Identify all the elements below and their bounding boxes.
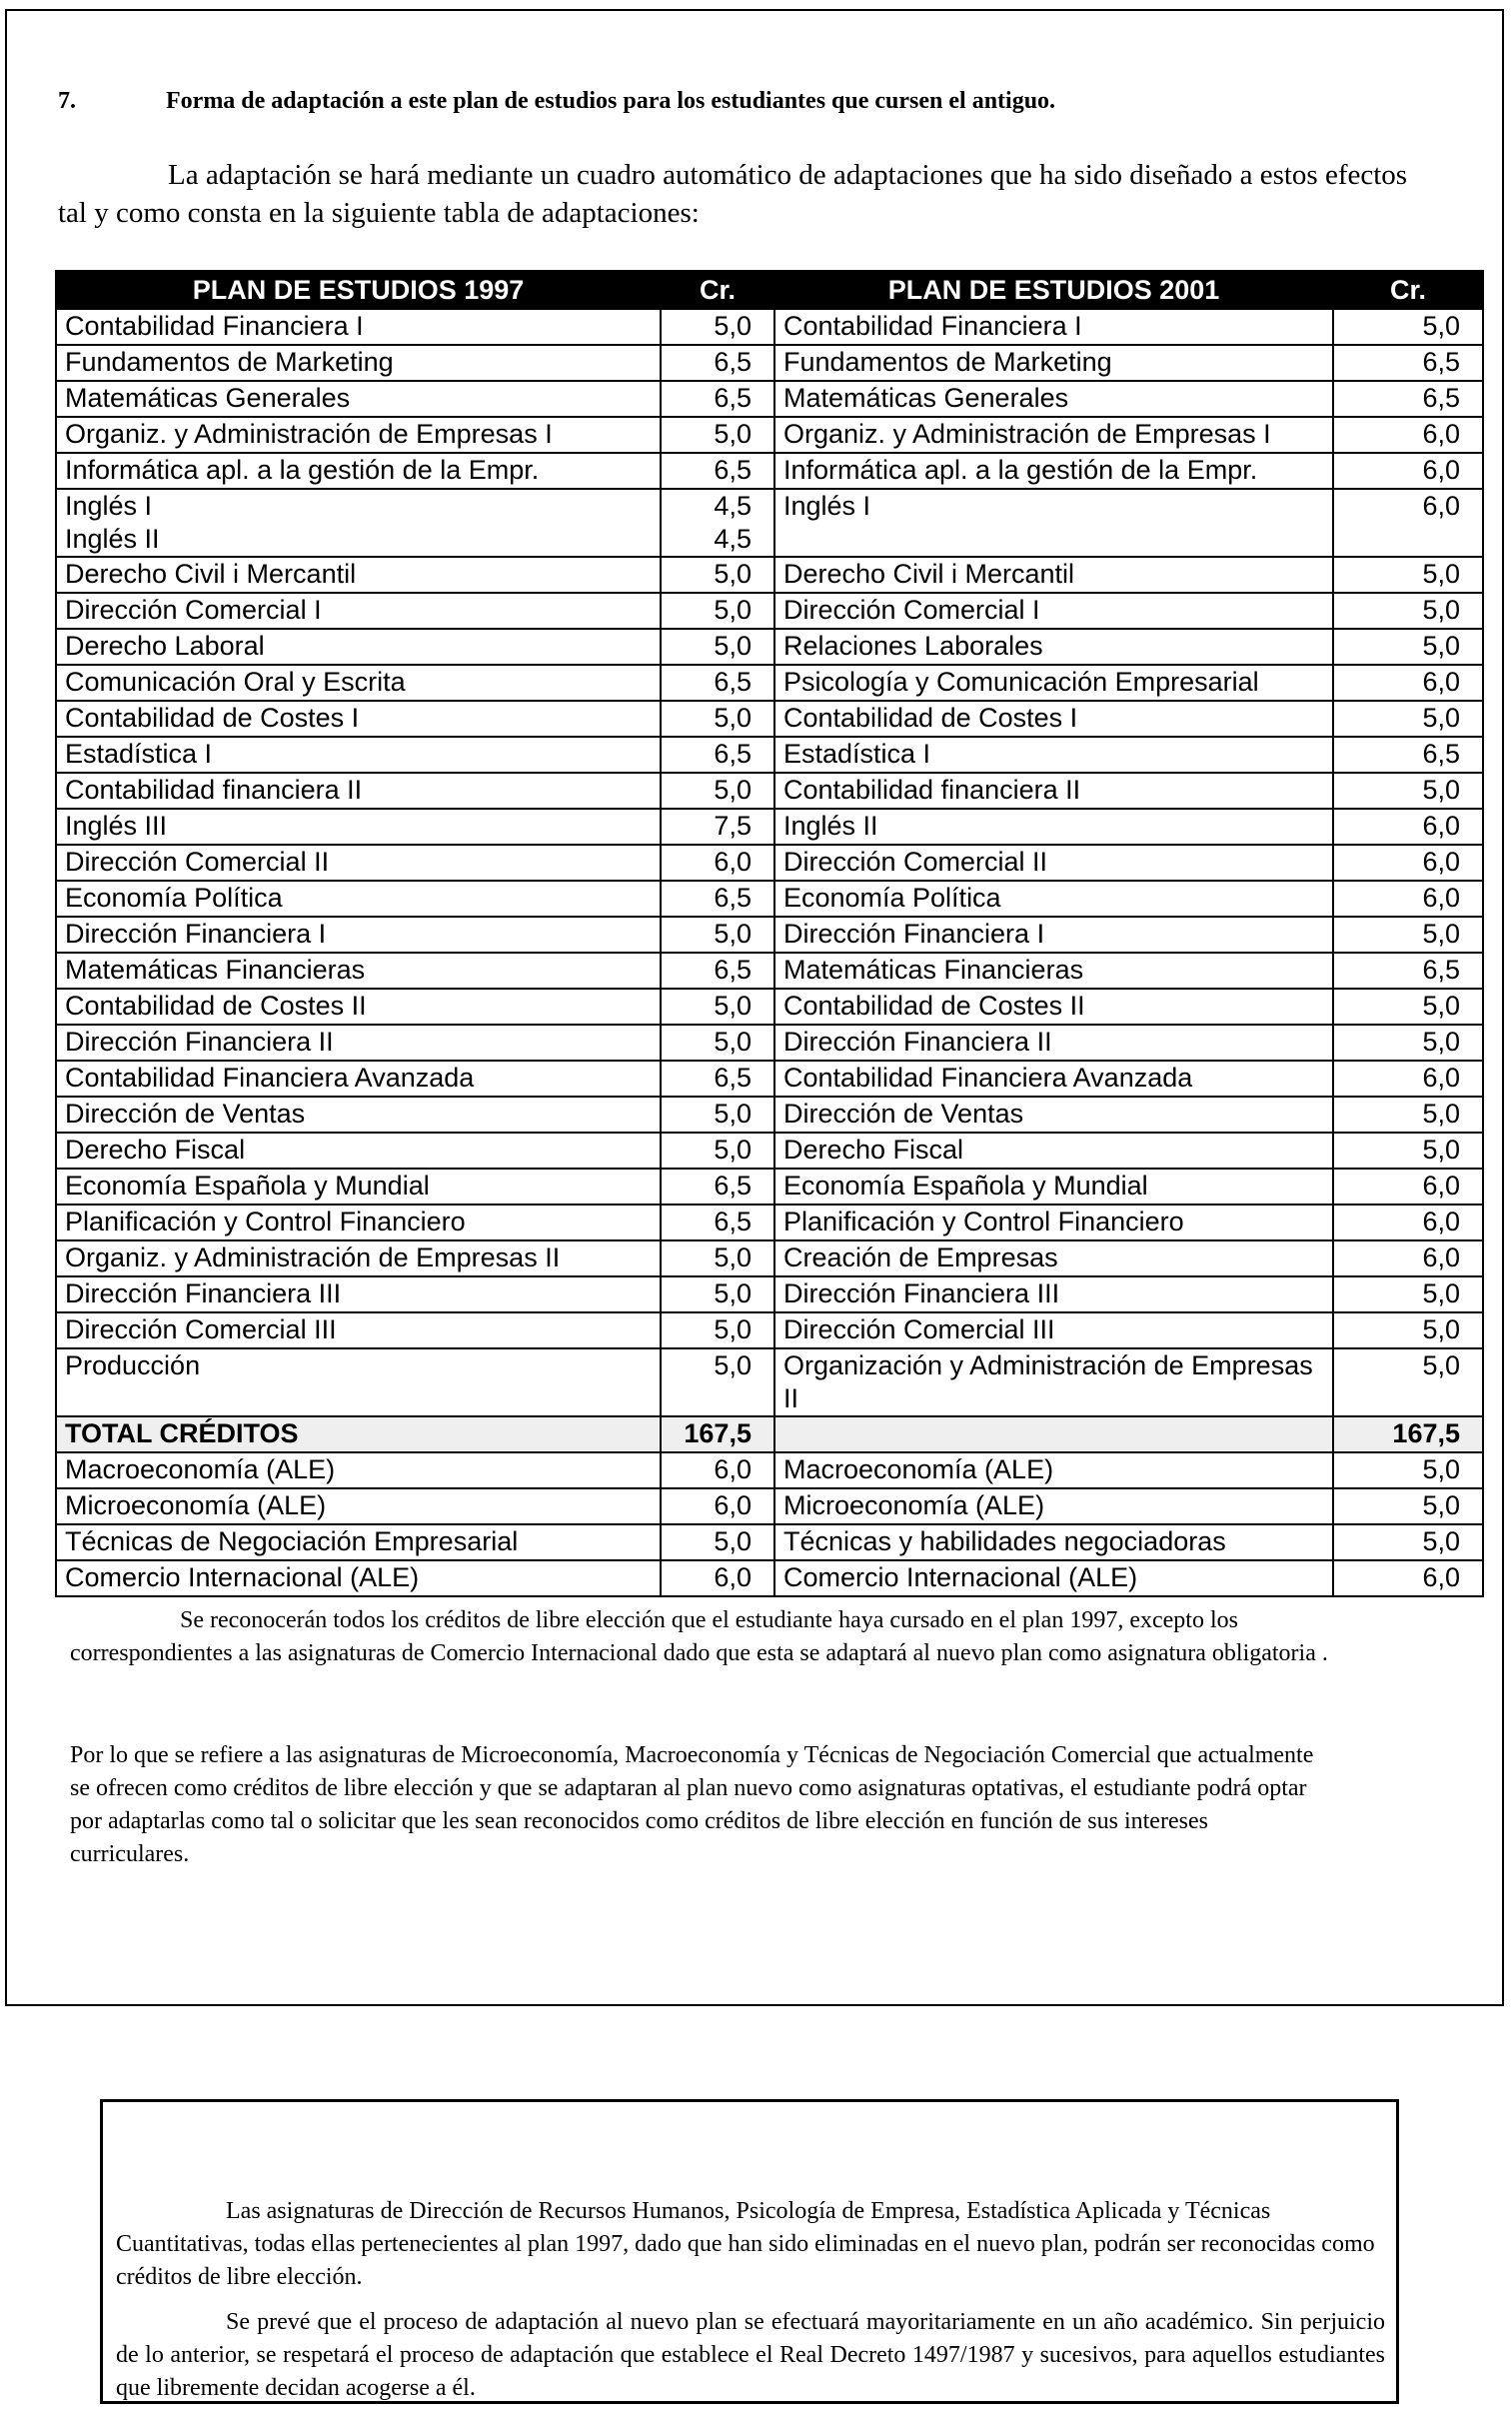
subject-1997: Matemáticas Financieras <box>56 953 661 989</box>
table-row <box>56 953 1483 989</box>
table-row <box>56 629 1483 665</box>
table-row <box>56 1488 1483 1524</box>
subject-2001: Contabilidad de Costes I <box>774 701 1333 737</box>
subject-2001: Contabilidad financiera II <box>774 773 1333 809</box>
table-row <box>56 557 1483 593</box>
table-row <box>56 1133 1483 1169</box>
table-row <box>56 1560 1483 1596</box>
subject-1997: Contabilidad Financiera Avanzada <box>56 1061 661 1097</box>
subject-1997: Dirección Comercial III <box>56 1312 661 1348</box>
subject-2001: Organiz. y Administración de Empresas I <box>774 417 1333 453</box>
credits-1997: 167,5 <box>661 1416 774 1452</box>
credits-1997: 7,5 <box>661 809 774 845</box>
subject-1997: Dirección de Ventas <box>56 1097 661 1133</box>
credits-1997: 5,0 <box>661 701 774 737</box>
subject-2001: Derecho Civil i Mercantil <box>774 557 1333 593</box>
subject-2001: Técnicas y habilidades negociadoras <box>774 1524 1333 1560</box>
table-row <box>56 845 1483 881</box>
subject-1997: Microeconomía (ALE) <box>56 1488 661 1524</box>
credits-2001: 5,0 <box>1333 1025 1483 1061</box>
table-row <box>56 809 1483 845</box>
table-row <box>56 1452 1483 1488</box>
subject-1997: Matemáticas Generales <box>56 381 661 417</box>
subject-1997: Técnicas de Negociación Empresarial <box>56 1524 661 1560</box>
subject-2001: Inglés I <box>774 489 1333 557</box>
credits-1997: 6,0 <box>661 1452 774 1488</box>
credits-1997: 6,5 <box>661 345 774 381</box>
table-row <box>56 309 1483 345</box>
subject-1997: Dirección Comercial II <box>56 845 661 881</box>
intro-paragraph: La adaptación se hará mediante un cuadro automático de adaptaciones que ha sido diseñado a estos efectos tal y como consta en la siguiente tabla de adaptaciones: <box>58 159 1408 229</box>
table-row <box>56 737 1483 773</box>
credits-2001: 6,0 <box>1333 1205 1483 1240</box>
subject-1997: Derecho Laboral <box>56 629 661 665</box>
section-heading <box>58 88 1055 115</box>
subject-2001: Dirección Financiera III <box>774 1276 1333 1312</box>
credits-2001: 6,0 <box>1333 845 1483 881</box>
credits-1997: 5,0 <box>661 989 774 1025</box>
credits-1997: 5,0 <box>661 629 774 665</box>
subject-2001: Dirección Comercial III <box>774 1312 1333 1348</box>
credits-1997: 6,5 <box>661 453 774 489</box>
subject-1997: Producción <box>56 1348 661 1416</box>
credits-1997: 6,0 <box>661 845 774 881</box>
table-row <box>56 453 1483 489</box>
credits-2001: 5,0 <box>1333 989 1483 1025</box>
section-title: Forma de adaptación a este plan de estudios para los estudiantes que cursen el antiguo. <box>166 88 1056 114</box>
table-row <box>56 917 1483 953</box>
subject-2001: Microeconomía (ALE) <box>774 1488 1333 1524</box>
table-row <box>56 1348 1483 1416</box>
subject-2001: Dirección de Ventas <box>774 1097 1333 1133</box>
credits-2001: 6,5 <box>1333 953 1483 989</box>
credits-1997: 5,0 <box>661 1240 774 1276</box>
section-number: 7. <box>58 88 76 114</box>
credits-2001: 6,0 <box>1333 1560 1483 1596</box>
credits-2001: 5,0 <box>1333 1133 1483 1169</box>
credits-1997: 5,0 <box>661 1097 774 1133</box>
header-plan-2001: PLAN DE ESTUDIOS 2001 <box>774 271 1333 309</box>
paragraph-optional-subjects: Por lo que se refiere a las asignaturas de Microeconomía, Macroeconomía y Técnicas de Negociación Comercial que actualmente se ofrecen como créditos de libre elección y que se adaptaran al plan nuevo como asignaturas optativas, el estudiante podrá optar por adaptarlas como tal o solicitar que les sean reconocidos como créditos de libre elección en función de sus intereses curriculares. <box>70 1742 1314 1867</box>
credits-1997: 5,0 <box>661 593 774 629</box>
subject-2001: Contabilidad Financiera I <box>774 309 1333 345</box>
subject-2001: Estadística I <box>774 737 1333 773</box>
table-row <box>56 701 1483 737</box>
subject-2001: Inglés II <box>774 809 1333 845</box>
subject-1997: Estadística I <box>56 737 661 773</box>
subject-1997: Inglés III <box>56 809 661 845</box>
subject-2001: Dirección Financiera I <box>774 917 1333 953</box>
credits-1997: 5,0 <box>661 1524 774 1560</box>
subject-1997: Macroeconomía (ALE) <box>56 1452 661 1488</box>
subject-1997: Derecho Fiscal <box>56 1133 661 1169</box>
subject-2001: Fundamentos de Marketing <box>774 345 1333 381</box>
adaptation-table <box>55 270 1484 1597</box>
subject-2001: Informática apl. a la gestión de la Empr. <box>774 453 1333 489</box>
credits-2001: 5,0 <box>1333 1348 1483 1416</box>
subject-1997: Dirección Financiera I <box>56 917 661 953</box>
credits-2001: 5,0 <box>1333 917 1483 953</box>
credits-2001: 5,0 <box>1333 593 1483 629</box>
credits-2001: 5,0 <box>1333 1276 1483 1312</box>
credits-1997: 6,5 <box>661 381 774 417</box>
total-row <box>56 1416 1483 1452</box>
table-row <box>56 381 1483 417</box>
credits-2001: 6,0 <box>1333 881 1483 917</box>
credits-2001: 5,0 <box>1333 1488 1483 1524</box>
subject-1997: Economía Española y Mundial <box>56 1169 661 1205</box>
note-eliminated-subjects: Las asignaturas de Dirección de Recursos Humanos, Psicología de Empresa, Estadística Aplicada y Técnicas Cuantitativas, todas ellas pertenecientes al plan 1997, dado que han sido eliminadas en el nuevo plan, podrán ser reconocidas como créditos de libre elección. <box>116 2198 1375 2290</box>
credits-2001: 6,0 <box>1333 1061 1483 1097</box>
subject-2001: Creación de Empresas <box>774 1240 1333 1276</box>
credits-2001: 6,0 <box>1333 489 1483 557</box>
table-row <box>56 1524 1483 1560</box>
credits-2001: 5,0 <box>1333 1097 1483 1133</box>
subject-1997: Contabilidad de Costes I <box>56 701 661 737</box>
table-row <box>56 1276 1483 1312</box>
table-row <box>56 773 1483 809</box>
table-row <box>56 989 1483 1025</box>
paragraph-free-credits: Se reconocerán todos los créditos de libre elección que el estudiante haya cursado en el plan 1997, excepto los correspondientes a las asignaturas de Comercio Internacional dado que esta se adaptará al nuevo plan como asignatura obligatoria . <box>70 1607 1328 1666</box>
subject-2001: Derecho Fiscal <box>774 1133 1333 1169</box>
table-row <box>56 345 1483 381</box>
table-row <box>56 1061 1483 1097</box>
credits-2001: 6,5 <box>1333 737 1483 773</box>
credits-1997: 6,5 <box>661 953 774 989</box>
credits-2001: 6,0 <box>1333 665 1483 701</box>
subject-2001: Comercio Internacional (ALE) <box>774 1560 1333 1596</box>
credits-2001: 5,0 <box>1333 701 1483 737</box>
credits-2001: 5,0 <box>1333 557 1483 593</box>
table-row <box>56 1025 1483 1061</box>
subject-1997: Inglés I Inglés II <box>56 489 661 557</box>
credits-2001: 5,0 <box>1333 309 1483 345</box>
credits-2001: 5,0 <box>1333 1524 1483 1560</box>
subject-2001 <box>774 1416 1333 1452</box>
table-row <box>56 881 1483 917</box>
credits-2001: 6,0 <box>1333 417 1483 453</box>
credits-2001: 167,5 <box>1333 1416 1483 1452</box>
subject-2001: Dirección Comercial I <box>774 593 1333 629</box>
header-plan-1997: PLAN DE ESTUDIOS 1997 <box>56 271 661 309</box>
credits-1997: 5,0 <box>661 309 774 345</box>
table-row <box>56 665 1483 701</box>
credits-1997: 5,0 <box>661 1312 774 1348</box>
credits-1997: 6,5 <box>661 665 774 701</box>
subject-1997: Planificación y Control Financiero <box>56 1205 661 1240</box>
subject-2001: Contabilidad Financiera Avanzada <box>774 1061 1333 1097</box>
subject-1997: TOTAL CRÉDITOS <box>56 1416 661 1452</box>
credits-1997: 6,5 <box>661 1061 774 1097</box>
subject-1997: Organiz. y Administración de Empresas I <box>56 417 661 453</box>
table-row <box>56 1240 1483 1276</box>
table-row <box>56 417 1483 453</box>
table-row <box>56 1169 1483 1205</box>
credits-2001: 6,0 <box>1333 1240 1483 1276</box>
credits-1997: 5,0 <box>661 1276 774 1312</box>
credits-2001: 6,5 <box>1333 381 1483 417</box>
credits-1997: 6,5 <box>661 881 774 917</box>
subject-2001: Matemáticas Financieras <box>774 953 1333 989</box>
table-row <box>56 1205 1483 1240</box>
credits-1997: 6,5 <box>661 737 774 773</box>
subject-2001: Psicología y Comunicación Empresarial <box>774 665 1333 701</box>
credits-1997: 5,0 <box>661 773 774 809</box>
subject-2001: Matemáticas Generales <box>774 381 1333 417</box>
table-row <box>56 1097 1483 1133</box>
credits-1997: 5,0 <box>661 1025 774 1061</box>
credits-2001: 5,0 <box>1333 1312 1483 1348</box>
subject-1997: Organiz. y Administración de Empresas II <box>56 1240 661 1276</box>
table-row <box>56 1312 1483 1348</box>
credits-2001: 6,0 <box>1333 453 1483 489</box>
subject-1997: Economía Política <box>56 881 661 917</box>
subject-2001: Economía Política <box>774 881 1333 917</box>
subject-1997: Contabilidad de Costes II <box>56 989 661 1025</box>
subject-2001: Planificación y Control Financiero <box>774 1205 1333 1240</box>
credits-2001: 5,0 <box>1333 773 1483 809</box>
credits-1997: 4,5 4,5 <box>661 489 774 557</box>
header-credits-1997: Cr. <box>661 271 774 309</box>
credits-1997: 5,0 <box>661 1348 774 1416</box>
subject-1997: Dirección Comercial I <box>56 593 661 629</box>
subject-2001: Contabilidad de Costes II <box>774 989 1333 1025</box>
subject-1997: Contabilidad financiera II <box>56 773 661 809</box>
credits-2001: 5,0 <box>1333 629 1483 665</box>
subject-2001: Macroeconomía (ALE) <box>774 1452 1333 1488</box>
credits-2001: 6,0 <box>1333 809 1483 845</box>
table-row <box>56 593 1483 629</box>
credits-2001: 5,0 <box>1333 1452 1483 1488</box>
credits-1997: 5,0 <box>661 417 774 453</box>
credits-2001: 6,0 <box>1333 1169 1483 1205</box>
subject-2001: Organización y Administración de Empresas II <box>774 1348 1333 1416</box>
table-row <box>56 489 1483 557</box>
credits-1997: 5,0 <box>661 557 774 593</box>
credits-1997: 5,0 <box>661 1133 774 1169</box>
subject-1997: Dirección Financiera III <box>56 1276 661 1312</box>
credits-1997: 6,5 <box>661 1205 774 1240</box>
subject-1997: Comunicación Oral y Escrita <box>56 665 661 701</box>
subject-1997: Derecho Civil i Mercantil <box>56 557 661 593</box>
subject-2001: Dirección Comercial II <box>774 845 1333 881</box>
subject-2001: Dirección Financiera II <box>774 1025 1333 1061</box>
subject-1997: Fundamentos de Marketing <box>56 345 661 381</box>
table-header-row <box>56 271 1483 309</box>
credits-1997: 5,0 <box>661 917 774 953</box>
credits-1997: 6,0 <box>661 1560 774 1596</box>
subject-2001: Economía Española y Mundial <box>774 1169 1333 1205</box>
note-adaptation-process: Se prevé que el proceso de adaptación al nuevo plan se efectuará mayoritariamente en un año académico. Sin perjuicio de lo anterior, se respetará el proceso de adaptación que establece el Real Decreto 1497/1987 y sucesivos, para aquellos estudiantes que libremente decidan acogerse a él. <box>116 2309 1385 2401</box>
subject-1997: Dirección Financiera II <box>56 1025 661 1061</box>
subject-2001: Relaciones Laborales <box>774 629 1333 665</box>
subject-1997: Informática apl. a la gestión de la Empr. <box>56 453 661 489</box>
credits-1997: 6,0 <box>661 1488 774 1524</box>
subject-1997: Comercio Internacional (ALE) <box>56 1560 661 1596</box>
credits-2001: 6,5 <box>1333 345 1483 381</box>
header-credits-2001: Cr. <box>1333 271 1483 309</box>
credits-1997: 6,5 <box>661 1169 774 1205</box>
subject-1997: Contabilidad Financiera I <box>56 309 661 345</box>
